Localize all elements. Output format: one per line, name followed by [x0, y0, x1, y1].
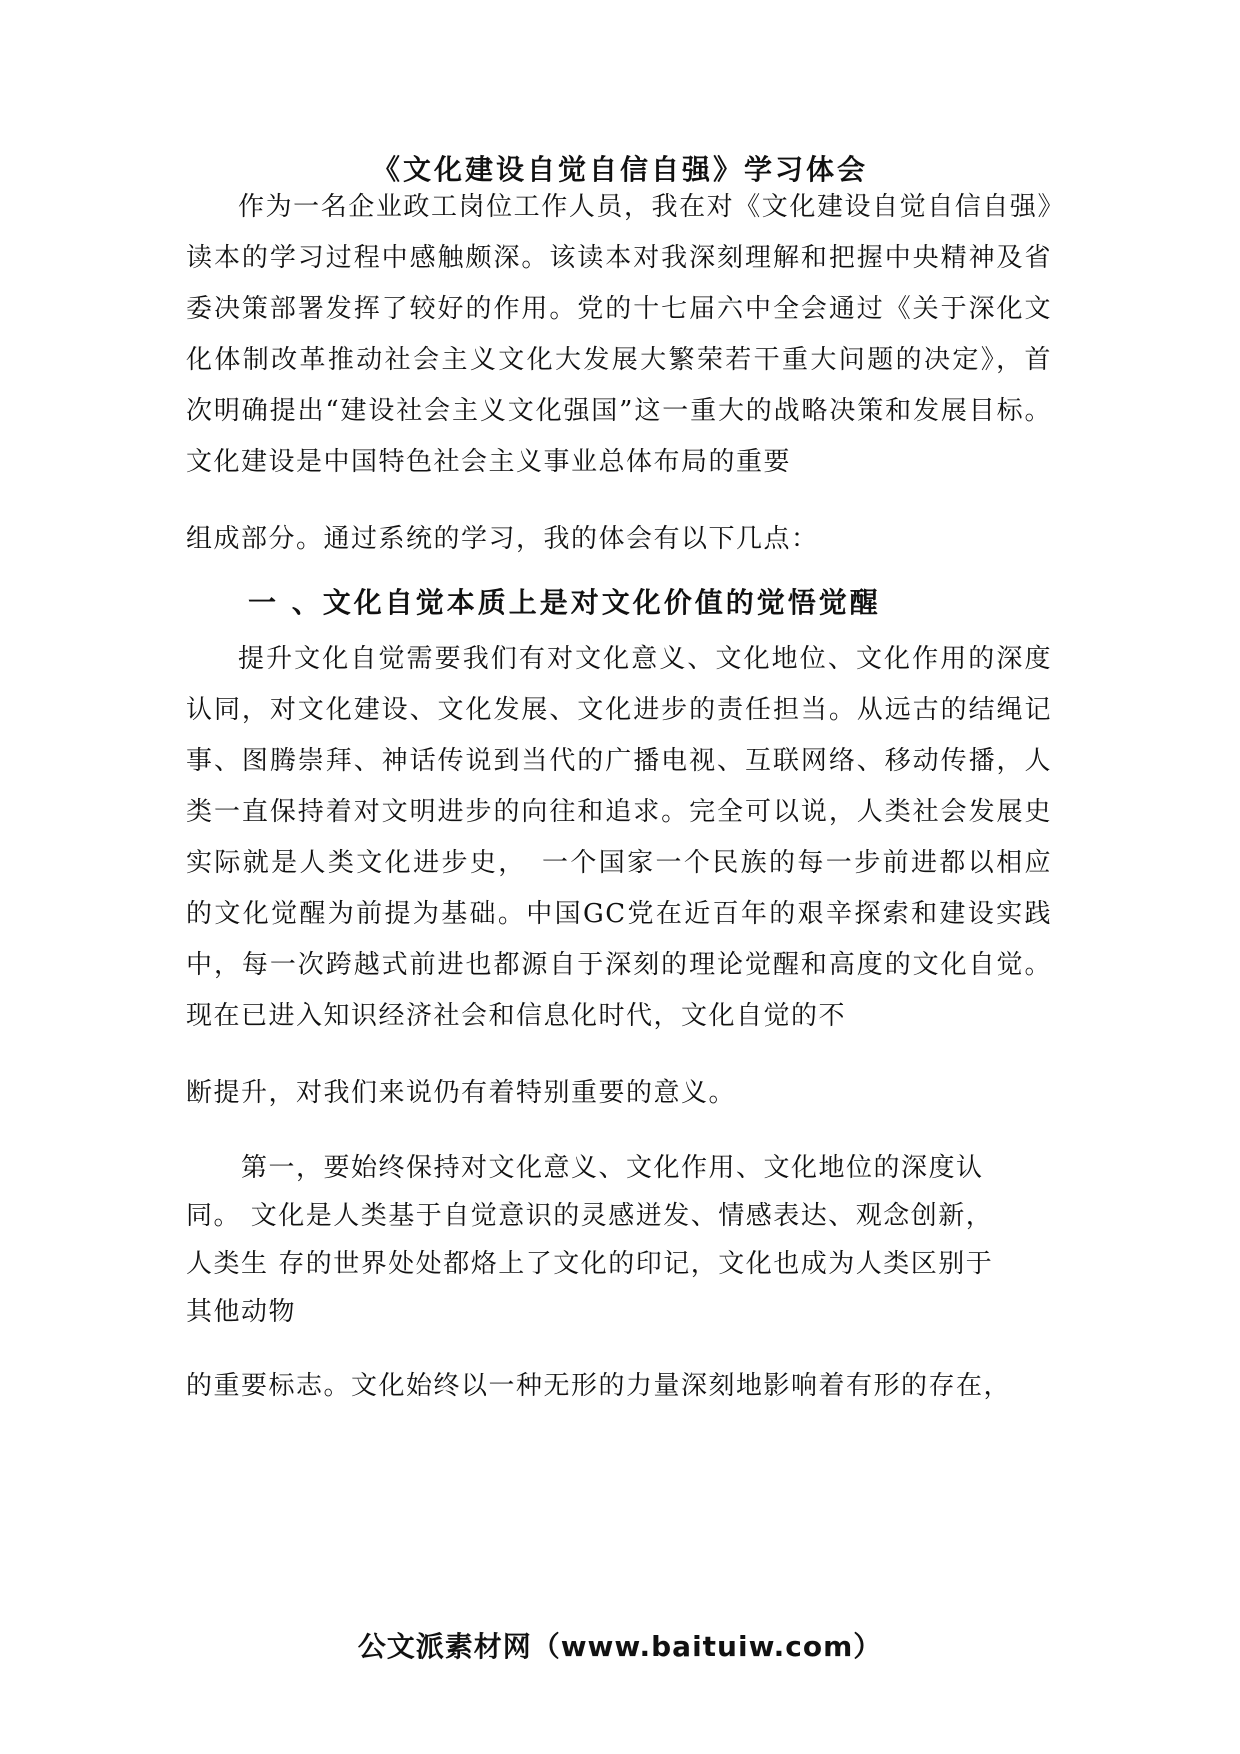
point-1-line-2: 同。 文化是人类基于自觉意识的灵感迸发、情感表达、观念创新， — [186, 1201, 994, 1231]
document-title: 《文化建设自觉自信自强》学习体会 — [371, 153, 868, 186]
intro-paragraph-last-line: 组成部分。通过系统的学习，我的体会有以下几点： — [186, 524, 819, 554]
intro-paragraph: 作为一名企业政工岗位工作人员，我在对《文化建设自觉自信自强》读本的学习过程中感触颇深。该读本对我深刻理解和把握中央精神及省委决策部署发挥了较好的作用。党的十七届六中全会通过《关于深化文化体制改革推动社会主义文化大发展大繁荣若干重大问题的决定》，首次明确提出“建设社会主义文化强国”这一重大的战略决策和发展目标。文化建设是中国特色社会主义事业总体布局的重要 — [186, 192, 1052, 477]
section-1-paragraph: 提升文化自觉需要我们有对文化意义、文化地位、文化作用的深度认同，对文化建设、文化发展、文化进步的责任担当。从远古的结绳记事、图腾崇拜、神话传说到当代的广播电视、互联网络、移动传播，人类一直保持着对文明进步的向往和追求。完全可以说，人类社会发展史实际就是人类文化进步史， 一个国家一个民族的每一步前进都以相应的文化觉醒为前提为基础。中国GC党在近百年的艰辛探索和建设实践中，每一次跨越式前进也都源自于深刻的理论觉醒和高度的文化自觉。现在已进入知识经济社会和信息化时代，文化自觉的不 — [186, 644, 1052, 1031]
section-1-paragraph-last-line: 断提升，对我们来说仍有着特别重要的意义。 — [186, 1078, 737, 1108]
point-1-line-1: 第一，要始终保持对文化意义、文化作用、文化地位的深度认 — [186, 1153, 984, 1183]
point-1-line-4: 其他动物 — [186, 1297, 297, 1327]
footer-source-text: 公文派素材网（www.baituiw.com） — [357, 1630, 883, 1663]
point-1-line-5: 的重要标志。文化始终以一种无形的力量深刻地影响着有形的存在， — [186, 1371, 1012, 1401]
section-heading-1: 一 、文化自觉本质上是对文化价值的觉悟觉醒 — [248, 586, 881, 619]
point-1-line-3: 人类生 存的世界处处都烙上了文化的印记，文化也成为人类区别于 — [186, 1249, 994, 1279]
